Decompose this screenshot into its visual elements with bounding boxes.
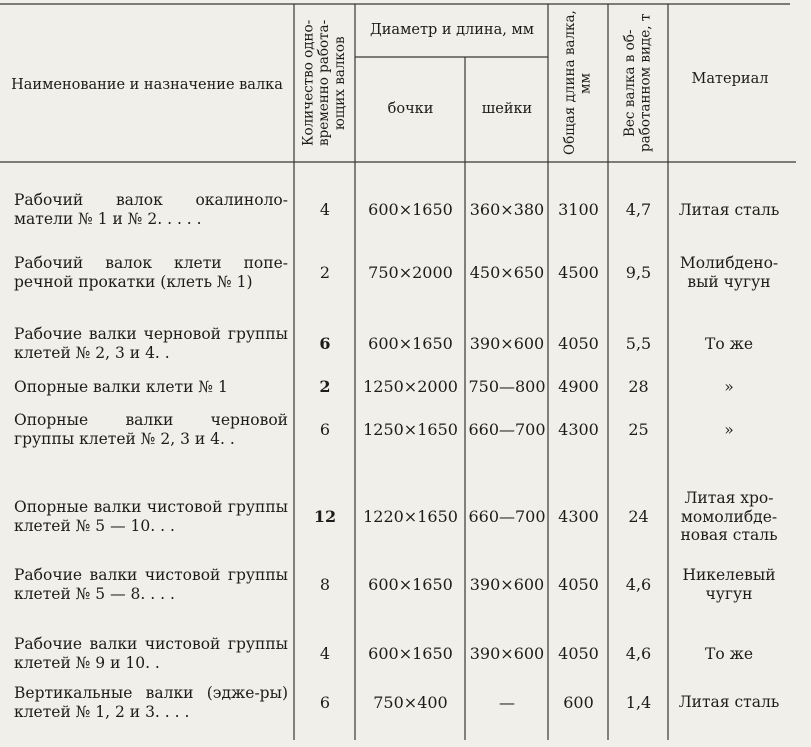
row-4-name: Опорные валки клети № 1 (14, 377, 228, 396)
row-1-name: Рабочий валок окалиноло-матели № 1 и № 2. . . . . (14, 191, 288, 228)
row-6-name: Опорные валки чистовой группы клетей № 5 — 10. . . (14, 498, 288, 535)
row-6-weight: 24 (628, 507, 649, 527)
header-neck: шейки (481, 101, 533, 118)
row-1-material: Литая сталь (678, 200, 780, 219)
row-4-weight: 28 (628, 377, 649, 397)
row-3-length: 4050 (558, 334, 599, 354)
row-7-neck: 390×600 (469, 575, 545, 595)
row-9-name: Вертикальные валки (эдже-ры) клетей № 1, 2 и 3. . . . (14, 683, 288, 721)
row-3-neck: 390×600 (469, 334, 545, 354)
row-7-name: Рабочие валки чистовой группы клетей № 5 — 8. . . . (14, 566, 288, 603)
row-4-count: 2 (319, 377, 331, 397)
row-8-name: Рабочие валки чистовой группы клетей № 9 и 10. . (14, 635, 288, 672)
row-5-length: 4300 (558, 420, 599, 440)
header-total-length: Общая длина валка, мм (561, 10, 594, 156)
row-2-count: 2 (319, 263, 331, 283)
row-6-count: 12 (313, 507, 337, 527)
row-3-name: Рабочие валки черновой группы клетей № 2, 3 и 4. . (14, 325, 288, 362)
row-4-barrel: 1250×2000 (363, 377, 458, 397)
header-diameter-group: Диаметр и длина, мм (369, 22, 535, 39)
row-2-length: 4500 (558, 263, 599, 283)
row-2-neck: 450×650 (469, 263, 545, 283)
row-9-weight: 1,4 (625, 692, 652, 712)
row-2-name: Рабочий валок клети попе-речной прокатки (клеть № 1) (14, 254, 288, 291)
row-1-length: 3100 (558, 200, 599, 220)
row-5-material: » (724, 420, 734, 439)
row-5-barrel: 1250×1650 (363, 420, 458, 440)
row-8-count: 4 (319, 644, 331, 664)
row-2-barrel: 750×2000 (368, 263, 453, 283)
row-6-neck: 660—700 (468, 507, 546, 527)
row-7-material: Никелевый чугун (682, 566, 776, 603)
row-9-neck: — (499, 692, 515, 712)
row-8-length: 4050 (558, 644, 599, 664)
row-8-barrel: 600×1650 (368, 644, 453, 664)
header-barrel: бочки (387, 101, 434, 118)
row-6-material: Литая хро-момолибде-новая сталь (680, 488, 778, 545)
row-5-name: Опорные валки черновой группы клетей № 2, 3 и 4. . (14, 411, 288, 448)
row-6-length: 4300 (558, 507, 599, 527)
row-2-material: Молибдено-вый чугун (679, 254, 779, 291)
row-3-count: 6 (319, 334, 331, 354)
row-3-barrel: 600×1650 (368, 334, 453, 354)
header-name: Наименование и назначение валка (11, 76, 283, 93)
row-6-barrel: 1220×1650 (363, 507, 458, 527)
header-count: Количество одно-временно работа-ющих валков (300, 19, 348, 147)
row-3-weight: 5,5 (625, 334, 652, 354)
row-3-material: То же (704, 334, 754, 353)
row-2-weight: 9,5 (625, 263, 652, 283)
header-material: Материал (691, 71, 769, 88)
row-5-neck: 660—700 (468, 420, 546, 440)
row-5-count: 6 (319, 420, 331, 440)
row-9-material: Литая сталь (678, 693, 780, 712)
row-8-neck: 390×600 (469, 644, 545, 664)
row-8-material: То же (704, 644, 754, 663)
row-1-neck: 360×380 (469, 200, 545, 220)
row-9-barrel: 750×400 (373, 692, 448, 712)
row-7-barrel: 600×1650 (368, 575, 453, 595)
row-7-count: 8 (319, 575, 331, 595)
row-4-length: 4900 (558, 377, 599, 397)
row-7-weight: 4,6 (625, 575, 652, 595)
row-5-weight: 25 (628, 420, 649, 440)
row-7-length: 4050 (558, 575, 599, 595)
row-9-length: 600 (563, 692, 594, 712)
row-1-count: 4 (319, 200, 331, 220)
header-weight: Вес валка в об-работанном виде, т (621, 13, 654, 153)
row-1-barrel: 600×1650 (368, 200, 453, 220)
row-4-material: » (724, 377, 734, 396)
row-1-weight: 4,7 (625, 200, 652, 220)
row-4-neck: 750—800 (468, 377, 546, 397)
row-9-count: 6 (319, 692, 331, 712)
row-8-weight: 4,6 (625, 644, 652, 664)
